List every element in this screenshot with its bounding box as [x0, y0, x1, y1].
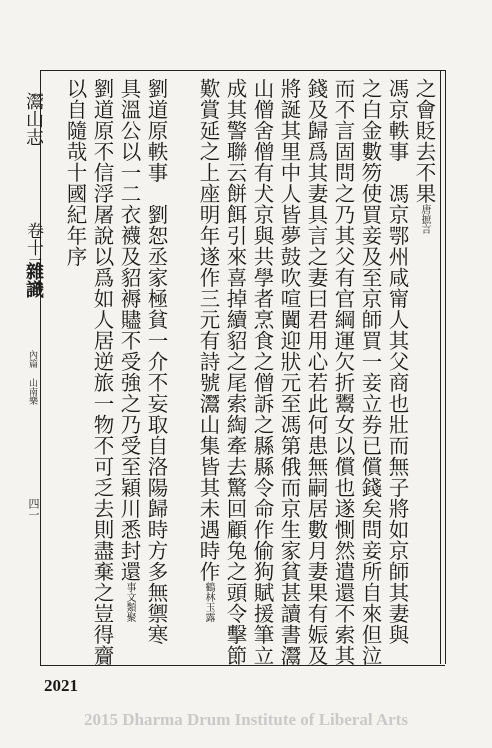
page-border-right [440, 70, 446, 664]
text-column: 成其警聯云餅餌引來喜掉續貂之尾索綯牽去驚回顧兔之頭令擊節 [223, 78, 247, 666]
source-note: 唐摭言 [419, 204, 430, 234]
book-title: 灊山志 [23, 92, 44, 146]
text-column: 山僧舍僧有犬京與共學者烹食之僧訴之縣縣令命作偷狗賦援筆立 [250, 78, 274, 666]
text-column: 之會貶去不果唐摭言 [412, 78, 436, 234]
text-column: 劉道原不信浮屠說以爲如人居逆旅一物不可乏去則盡棄之豈得齎 [90, 78, 114, 666]
section-label: 雜識 [23, 262, 44, 298]
source-note: 事文類聚 [124, 582, 135, 622]
folio-number: 四一 [27, 498, 40, 520]
gutter [20, 78, 42, 658]
text-column: 歎賞延之上座明年遂作三元有詩號灊山集皆其未遇時作鶴林玉露 [196, 78, 220, 622]
text-column: 馮京軼事 馮京鄂州咸甯人其父商也壯而無子將如京師其妻與 [385, 78, 409, 645]
sub-section-label: 內篇 [27, 350, 37, 368]
text-column: 之白金數笏使買妾及至京師買一妾立券已償錢矣問妾所自來但泣 [358, 78, 382, 666]
text-column: 以自隨哉十國紀年序 [63, 78, 87, 267]
text-column: 錢及歸爲其妻具言之妻曰君用心若此何患無嗣居數月妻果有娠及 [304, 78, 328, 666]
source-note: 鶴林玉露 [203, 582, 214, 622]
watermark: 2015 Dharma Drum Institute of Liberal Arts [84, 710, 408, 729]
text-column: 而不言固問之乃其父有官綱運欠折鬻女以償也遂惻然遣還不索其 [331, 78, 355, 666]
page-number: 2021 [44, 676, 78, 695]
volume-label: 卷十二 [23, 222, 43, 273]
text-column: 劉道原軼事 劉恕丞家極貧一介不妄取自洛陽歸時方多無禦寒 [144, 78, 168, 645]
author-label: 山南樂 [27, 378, 37, 405]
text-column: 具溫公以一二衣襪及貂褥贐不受強之乃受至穎川悉封還事文類聚 [117, 78, 141, 622]
text-column: 將誕其里中人皆夢鼓吹喧闐迎狀元至馮第俄而京生家貧甚讀書灊 [277, 78, 301, 666]
